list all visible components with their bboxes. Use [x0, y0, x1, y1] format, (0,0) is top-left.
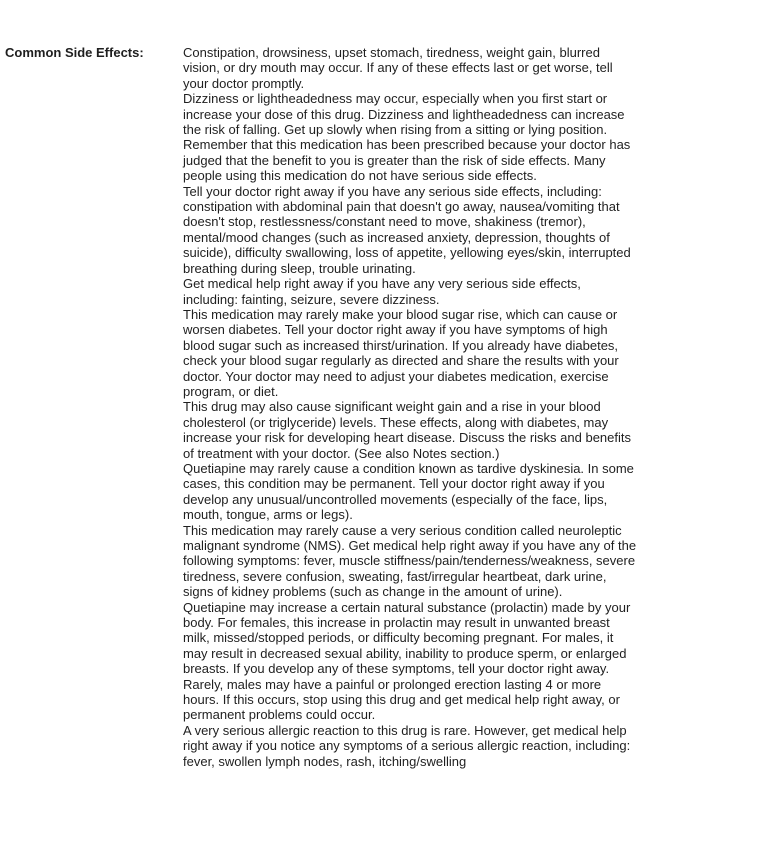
paragraph: Constipation, drowsiness, upset stomach, tiredness, weight gain, blurred vision, or dry mouth may occur. If any of these effects last or get worse, tell your doctor promptly. — [183, 45, 613, 91]
paragraph: This medication may rarely make your blood sugar rise, which can cause or worsen diabetes. Tell your doctor right away if you have symptoms of high blood sugar such as increased thirst/urination. If you already have diabetes, check your blood sugar regularly as directed and share the results with your doctor. Your doctor may need to adjust your diabetes medication, exercise program, or diet. — [183, 306, 619, 399]
paragraph: Dizziness or lightheadedness may occur, especially when you first start or increase your dose of this drug. Dizziness and lightheadedness can increase the risk of falling. Get up slowly when rising from a sitting or lying position. — [183, 91, 625, 138]
paragraph: Get medical help right away if you have any very serious side effects, including: fainting, seizure, severe dizziness. — [183, 276, 581, 307]
paragraph: Tell your doctor right away if you have any serious side effects, including: constipation with abdominal pain that doesn't go away, nausea/vomiting that doesn't stop, restlessness/constant need to move, shakiness (tremor), mental/mood changes (such as increased anxiety, depression, thoughts of suicide), difficulty swallowing, loss of appetite, yellowing eyes/skin, interrupted breathing during sleep, trouble urinating. — [183, 183, 631, 276]
common-side-effects-text — [183, 45, 638, 769]
paragraph: This medication may rarely cause a very serious condition called neuroleptic malignant syndrome (NMS). Get medical help right away if you have any of the following symptoms: fever, muscle stiffness/pain/tenderness/weakness, severe tiredness, severe confusion, sweating, fast/irregular heartbeat, dark urine, signs of kidney problems (such as change in the amount of urine). — [183, 522, 637, 600]
paragraph: Quetiapine may rarely cause a condition known as tardive dyskinesia. In some cases, this condition may be permanent. Tell your doctor right away if you develop any unusual/uncontrolled movements (especially of the face, lips, mouth, tongue, arms or legs). — [183, 460, 634, 523]
common-side-effects-label: Common Side Effects: — [5, 45, 144, 60]
paragraph: Remember that this medication has been prescribed because your doctor has judged that the benefit to you is greater than the risk of side effects. Many people using this medication do not have serious side effects. — [183, 137, 631, 184]
paragraph: This drug may also cause significant weight gain and a rise in your blood cholesterol (or triglyceride) levels. These effects, along with diabetes, may increase your risk for developing heart disease. Discuss the risks and benefits of treatment with your doctor. (See also Notes section.) — [183, 399, 631, 461]
paragraph: Quetiapine may increase a certain natural substance (prolactin) made by your body. For females, this increase in prolactin may result in unwanted breast milk, missed/stopped periods, or difficulty becoming pregnant. For males, it may result in decreased sexual ability, inability to produce sperm, or enlarged breasts. If you develop any of these symptoms, tell your doctor right away. — [183, 599, 631, 677]
paragraph: A very serious allergic reaction to this drug is rare. However, get medical help right away if you notice any symptoms of a serious allergic reaction, including: fever, swollen lymph nodes, rash, itching/swelling — [183, 722, 631, 769]
paragraph: Rarely, males may have a painful or prolonged erection lasting 4 or more hours. If this occurs, stop using this drug and get medical help right away, or permanent problems could occur. — [183, 676, 620, 723]
common-side-effects-row — [0, 45, 768, 769]
